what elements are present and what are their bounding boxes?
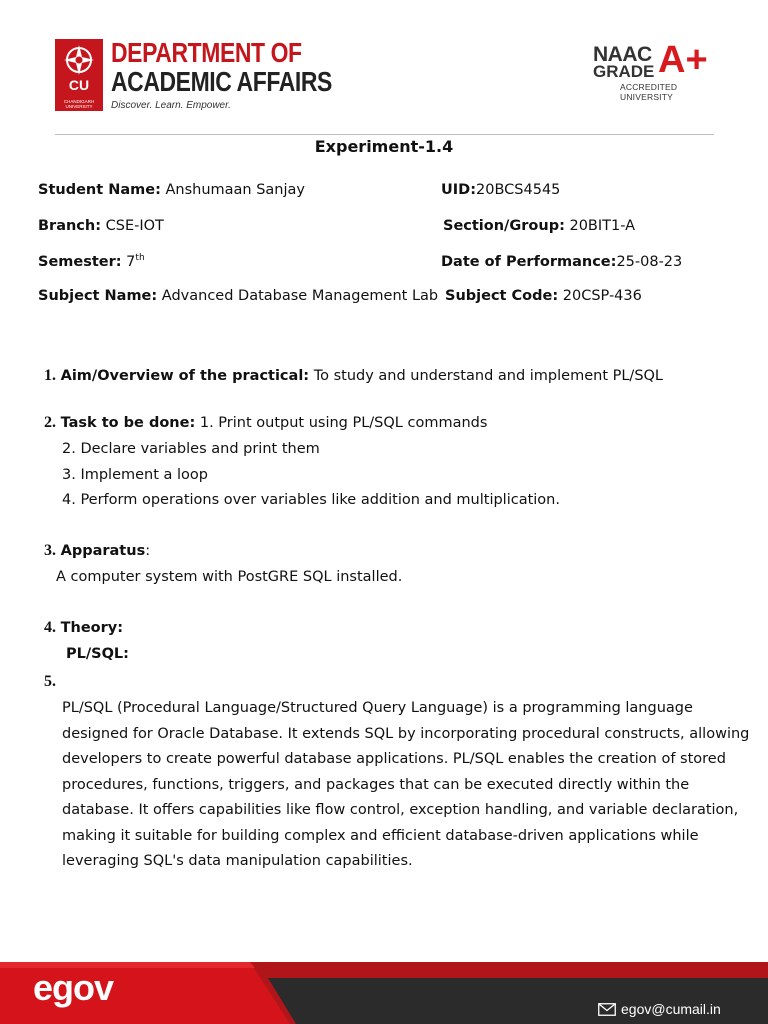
branch-value: CSE-IOT [101,218,164,234]
theory-row [44,619,123,637]
semester-value: 7 [121,254,136,270]
paragraph-line: database. It offers capabilities like flow control, exception handling, and variable declaration, [62,802,739,818]
experiment-title: Experiment-1.4 [314,137,454,156]
cu-emblem-icon [62,43,96,77]
uid-value: 20BCS4545 [476,182,561,198]
paragraph-line: making it suitable for building complex and efficient database-driven applications while [62,827,699,844]
branch-label: Branch: [38,218,102,234]
apparatus-colon: : [145,543,151,559]
egov-logo: egov [33,967,114,1008]
semester-label: Semester: [38,254,122,270]
task-item: 1. Print output using PL/SQL commands [195,415,488,431]
naac-grade-label: GRADE [593,62,655,81]
envelope-icon [598,1003,616,1016]
task-number: 2. [44,414,56,431]
cu-logo-text: CU [68,77,90,93]
apparatus-label: Apparatus [60,543,146,559]
apparatus-row [44,542,150,560]
subject-code-value: 20CSP-436 [558,288,642,304]
aim-label: Aim/Overview of the practical: [60,368,310,384]
section-5-row [44,673,56,691]
cu-logo [55,39,103,111]
section-5-number: 5. [44,673,56,690]
tagline: Discover. Learn. Empower. [111,100,231,111]
task-item: 3. Implement a loop [62,467,208,483]
naac-text: NAAC [593,43,652,66]
apparatus-text: A computer system with PostGRE SQL installed. [56,569,403,585]
plsql-subheading: PL/SQL: [66,646,129,662]
semester-row [38,253,145,271]
cu-logo-subtext: CHANDIGARH UNIVERSITY [63,99,95,109]
uid-row [441,181,560,199]
paragraph-line: designed for Oracle Database. It extends SQL by incorporating procedural constructs, allowing [62,725,750,742]
semester-suffix: th [135,253,145,263]
subject-code-row [445,287,642,305]
aim-number: 1. [44,367,56,384]
subject-code-label: Subject Code: [445,288,559,304]
naac-grade-value: A+ [658,39,708,81]
uid-label: UID: [441,182,477,198]
paragraph-line: leveraging SQL's data manipulation capabilities. [62,853,413,869]
date-row [441,253,682,271]
student-name-value: Anshumaan Sanjay [160,182,305,198]
footer-email[interactable]: egov@cumail.in [621,1001,721,1017]
task-item: 4. Perform operations over variables like addition and multiplication. [62,492,560,508]
theory-number: 4. [44,619,56,636]
date-label: Date of Performance: [441,254,617,270]
section-value: 20BIT1-A [564,218,636,234]
naac-accredited-text: ACCREDITED UNIVERSITY [620,82,678,102]
paragraph-line: PL/SQL (Procedural Language/Structured Query Language) is a programming language [62,700,693,716]
aim-row [44,367,663,385]
date-value: 25-08-23 [616,254,683,270]
task-row [44,414,487,432]
paragraph-line: procedures, functions, triggers, and packages that can be executed directly within the [62,776,690,793]
student-name-row [38,181,305,199]
branch-row [38,217,164,235]
student-name-label: Student Name: [38,182,161,198]
subject-name-label: Subject Name: [38,288,158,304]
header-divider [55,134,714,135]
subject-name-row [38,287,438,305]
department-title-line2: ACADEMIC AFFAIRS [111,66,332,97]
department-title-line1: DEPARTMENT OF [111,37,302,68]
subject-name-value: Advanced Database Management Lab [157,288,439,304]
task-label: Task to be done: [60,415,196,431]
section-row [443,217,635,235]
section-label: Section/Group: [443,218,565,234]
theory-label: Theory: [60,620,124,636]
plsql-paragraph [62,696,750,875]
paragraph-line: developers to create powerful database applications. PL/SQL enables the creation of stored [62,751,726,767]
task-item: 2. Declare variables and print them [62,441,320,457]
naac-logo [590,39,720,102]
aim-text: To study and understand and implement PL/SQL [309,368,664,384]
apparatus-number: 3. [44,542,56,559]
